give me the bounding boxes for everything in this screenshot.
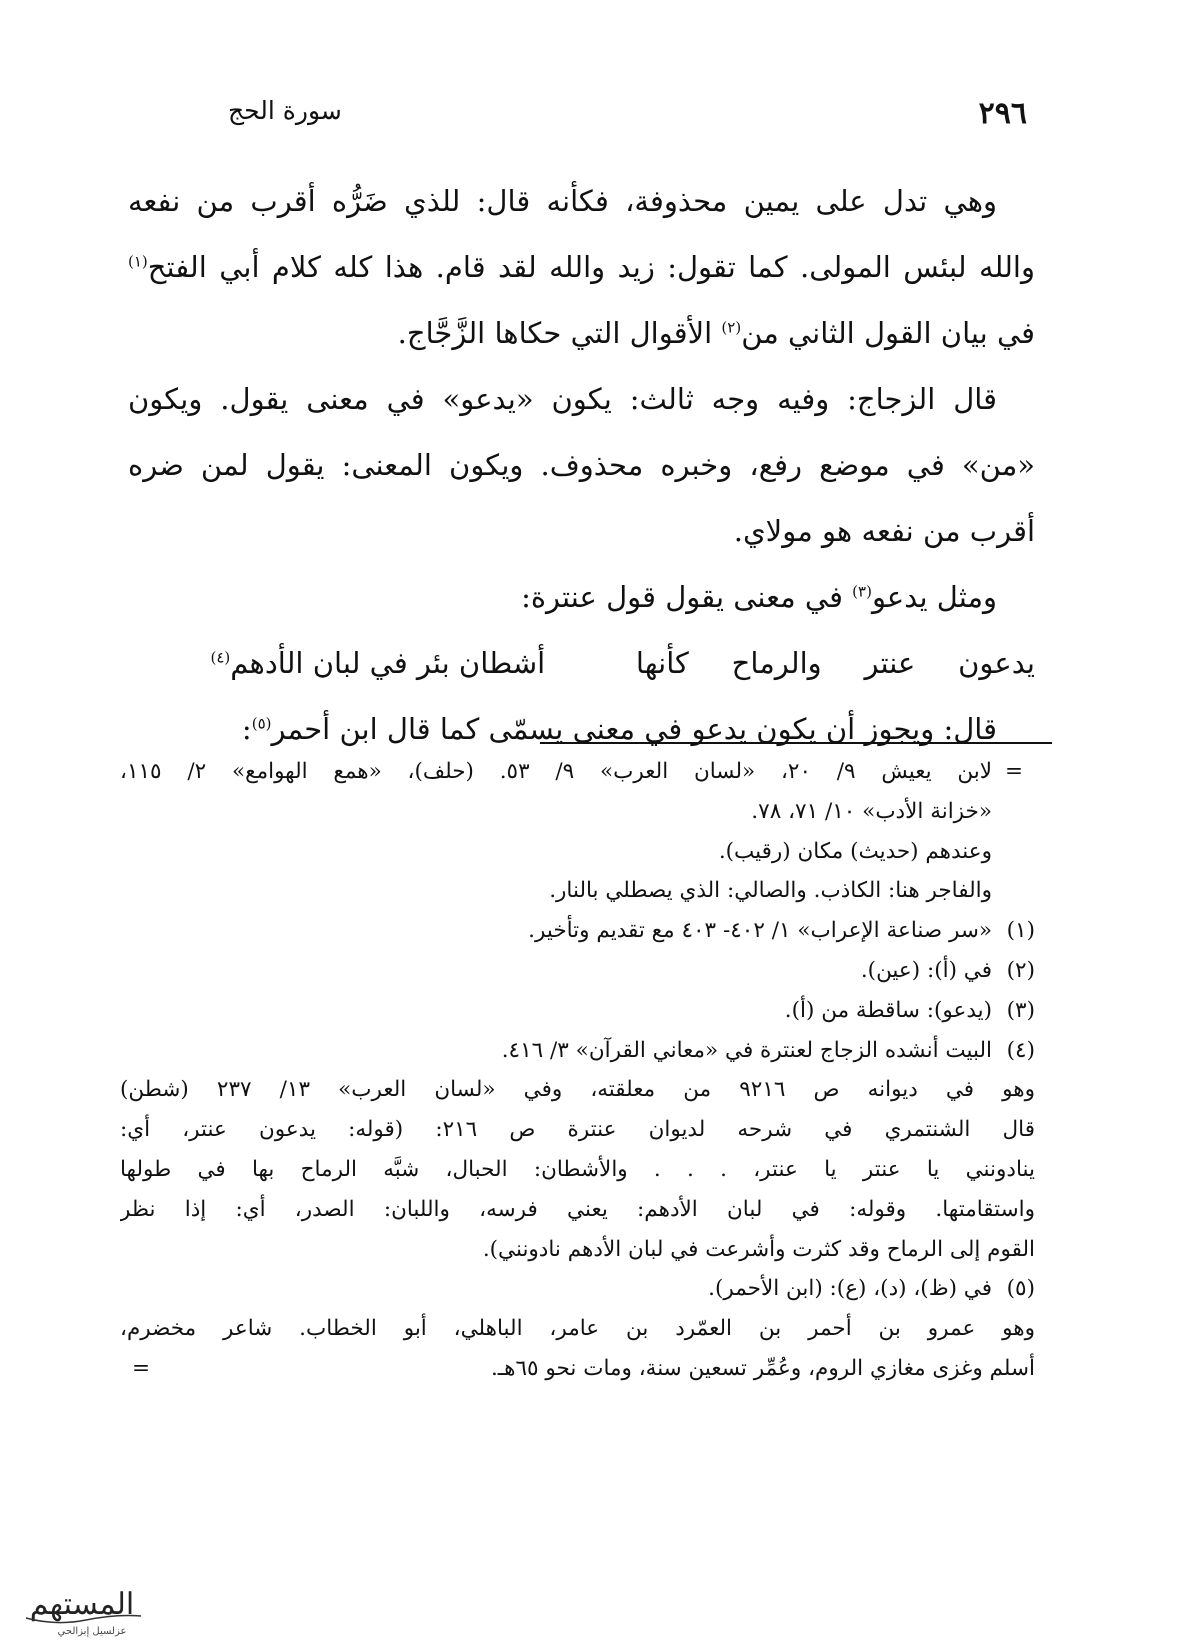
- footnote-5-line-3: [120, 1349, 1035, 1389]
- footnote-1-text: «سر صناعة الإعراب» ١/ ٤٠٢- ٤٠٣ مع تقديم وتأخير.: [528, 918, 992, 944]
- footnote-4-text-4: ينادونني يا عنتر يا عنتر، . . . والأشطان: الحبال، شبَّه الرماح بها في طولها: [120, 1156, 1035, 1182]
- stamp-small-text: عزلسيل إبزالحي: [57, 1626, 127, 1637]
- footnote-5: [120, 1269, 1035, 1309]
- footnote-5-line-2: [120, 1309, 1035, 1349]
- main-line-3-b: الأقوال التي حكاها الزَّجَّاج.: [397, 316, 722, 350]
- main-line-4: قال الزجاج: وفيه وجه ثالث: يكون «يدعو» في معنى يقول. ويكون: [128, 382, 997, 416]
- footnote-ref-3[interactable]: (٣): [852, 582, 872, 601]
- footnote-1-number: (١): [1006, 918, 1035, 944]
- footnote-4-line-2: [120, 1070, 1035, 1110]
- main-line-3: [128, 300, 1035, 366]
- main-line-7: [128, 564, 1035, 630]
- footnote-4-line-4: [120, 1150, 1035, 1190]
- footnote-2-text: في (أ): (عين).: [860, 957, 992, 983]
- footnote-3-number: (٣): [1006, 997, 1035, 1023]
- main-line-9-b: :: [241, 712, 252, 746]
- footnote-2-number: (٢): [1006, 957, 1035, 983]
- continuation-marker: =: [1004, 759, 1023, 784]
- main-line-6: أقرب من نفعه هو مولاي.: [733, 514, 1035, 548]
- main-line-2-text: والله لبئس المولى. كما تقول: زيد والله لقد قام. هذا كله كلام أبي الفتح: [147, 250, 1035, 284]
- footnote-3-text: (يدعو): ساقطة من (أ).: [784, 997, 992, 1023]
- footnote-5-text-2: وهو عمرو بن أحمر بن العمّرد بن عامر، الباهلي، أبو الخطاب. شاعر مخضرم،: [120, 1316, 1035, 1342]
- main-line-9-a: قال: ويجوز أن يكون يدعو في معنى يسمّى كما قال ابن أحمر: [271, 712, 997, 746]
- page-number: ٢٩٦: [978, 96, 1027, 131]
- footnote-ref-4[interactable]: (٤): [210, 648, 231, 667]
- main-text: [128, 168, 1035, 762]
- main-line-1: وهي تدل على يمين محذوفة، فكأنه قال: للذي ضَرُّه أقرب من نفعه: [128, 184, 997, 218]
- main-line-7-a: ومثل يدعو: [871, 580, 997, 614]
- footnote-cont-text-1: لابن يعيش ٩/ ٢٠، «لسان العرب» ٩/ ٥٣. (حلف)، «همع الهوامع» ٢/ ١١٥،: [120, 759, 993, 784]
- running-title: سورة الحج: [228, 96, 342, 125]
- footnote-4-number: (٤): [1006, 1037, 1035, 1063]
- footnote-4-text-5: واستقامتها. وقوله: في لبان الأدهم: يعني فرسه، واللبان: الصدر، أي: إذا نظر: [120, 1196, 1035, 1222]
- footnote-cont-text-4: والفاجر هنا: الكاذب. والصالي: الذي يصطلي بالنار.: [549, 878, 992, 904]
- continuation-marker-end: =: [132, 1355, 151, 1381]
- footnote-cont-text-3: وعندهم (حديث) مكان (رقيب).: [718, 838, 992, 864]
- stamp-main-text: المستهم: [29, 1587, 135, 1622]
- footnote-ref-1[interactable]: (١): [128, 252, 148, 271]
- footnote-cont-line-3: [120, 832, 1035, 872]
- footnote-4-text: البيت أنشده الزجاج لعنترة في «معاني القرآن» ٣/ ٤١٦.: [501, 1037, 992, 1063]
- footnote-ref-2[interactable]: (٢): [721, 318, 742, 337]
- footnote-1: [120, 911, 1035, 951]
- footnote-2: [120, 951, 1035, 991]
- verse-second-hemistich: [128, 630, 545, 696]
- page-header: [228, 96, 1027, 136]
- footnote-3: [120, 991, 1035, 1031]
- footnote-separator: [540, 742, 1052, 744]
- publisher-stamp-logo: [16, 1578, 148, 1640]
- footnote-4-line-6: [120, 1230, 1035, 1270]
- main-line-3-a: في بيان القول الثاني من: [741, 316, 1035, 350]
- footnote-cont-line-2: [120, 792, 1035, 832]
- footnote-5-text-3: أسلم وغزى مغازي الروم، وعُمِّر تسعين سنة، ومات نحو ٦٥هـ.: [490, 1355, 1035, 1381]
- main-line-2: [128, 234, 1035, 300]
- footnote-4-line-5: [120, 1190, 1035, 1230]
- main-line-5: «من» في موضع رفع، وخبره محذوف. ويكون المعنى: يقول لمن ضره: [128, 448, 1035, 482]
- footnote-4-text-3: قال الشنتمري في شرحه لديوان عنترة ص ٢١٦: (قوله: يدعون عنتر، أي:: [120, 1117, 1035, 1143]
- footnote-4-text-2: وهو في ديوانه ص ٩٢١٦ من معلقته، وفي «لسان العرب» ١٣/ ٢٣٧ (شطن): [120, 1077, 1035, 1103]
- footnote-5-text: في (ظ)، (د)، (ع): (ابن الأحمر).: [708, 1276, 992, 1302]
- footnote-4: [120, 1031, 1035, 1071]
- verse-second-text: أشطان بئر في لبان الأدهم: [230, 646, 546, 680]
- footnote-4-line-3: [120, 1110, 1035, 1150]
- poetry-verse: [128, 630, 1035, 696]
- footnote-5-number: (٥): [1006, 1276, 1035, 1302]
- verse-first-hemistich: يدعون عنتر والرماح كأنها: [635, 646, 1035, 680]
- main-line-7-b: في معنى يقول قول عنترة:: [521, 580, 853, 614]
- footnote-cont-text-2: «خزانة الأدب» ١٠/ ٧١، ٧٨.: [751, 798, 992, 824]
- footnotes: [120, 752, 1035, 1389]
- footnote-ref-5[interactable]: (٥): [251, 714, 272, 733]
- footnote-4-text-6: القوم إلى الرماح وقد كثرت وأشرعت في لبان الأدهم نادونني).: [482, 1236, 1035, 1262]
- footnote-cont-line-4: [120, 871, 1035, 911]
- footnote-cont-line-1: [120, 752, 1035, 792]
